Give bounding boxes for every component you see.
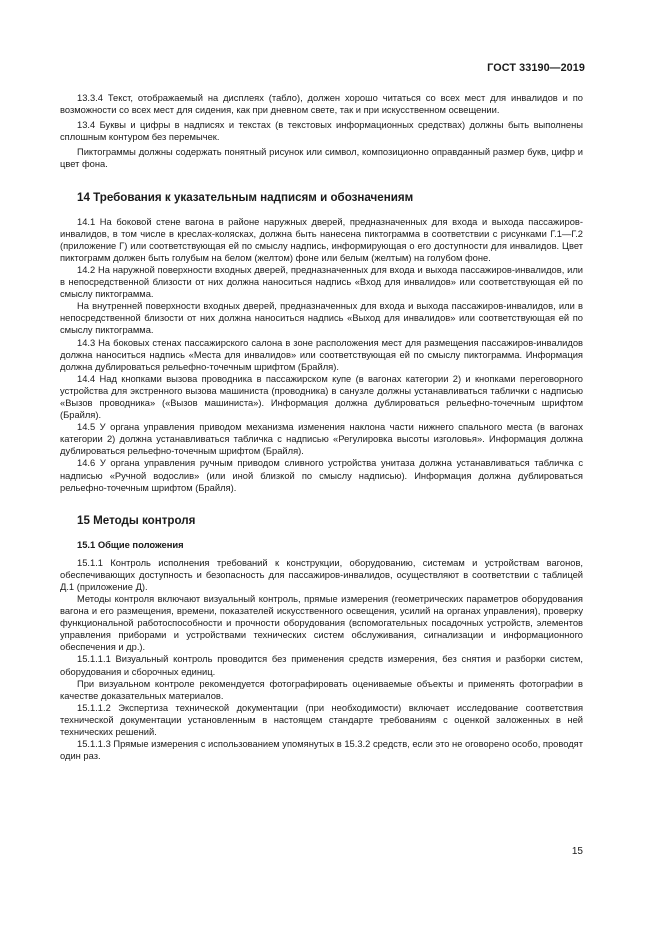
paragraph-14-6: 14.6 У органа управления ручным приводом сливного устройства унитаза должна устанавливаться табличка с надписью «Ручной водослив» (или иной близкой по смыслу надписью). Информация должна дублироваться рельефно-точечным шрифтом (Брайля). (60, 458, 583, 493)
subsection-15-1-heading: 15.1 Общие положения (77, 538, 184, 550)
document-code-header: ГОСТ 33190—2019 (487, 62, 585, 74)
paragraph-15-1-1-3: 15.1.1.3 Прямые измерения с использованием упомянутых в 15.3.2 средств, если это не оговорено особо, проводят один раз. (60, 739, 583, 762)
paragraph-14-2: 14.2 На наружной поверхности входных дверей, предназначенных для входа и выхода пассажиров-инвалидов, или в непосредственной близости от них должна наноситься надпись «Вход для инвалидов» или соответствующая ей по смыслу пиктограмма. (60, 264, 583, 300)
paragraph-15-1-1-1: 15.1.1.1 Визуальный контроль проводится без применения средств измерения, без снятия и разборки систем, оборудования и сборочных единиц. (60, 654, 583, 677)
paragraph-14-2-inner: На внутренней поверхности входных дверей, предназначенных для входа и выхода пассажиров-инвалидов, или в непосредственной близости от них должна наноситься надпись «Выход для инвалидов» или соответствующая ей по смыслу пиктограмма. (60, 301, 583, 336)
paragraph-14-4: 14.4 Над кнопками вызова проводника в пассажирском купе (в вагонах категории 2) и кнопками переговорного устройства для экстренного вызова машиниста (проводника) в санузле должны устанавливаться таблички с надписью «Вызов проводника» («Вызов машиниста»). Информация должна дублироваться рельефно-точечным шрифтом (Брайля). (60, 373, 583, 421)
paragraph-15-1-1: 15.1.1 Контроль исполнения требований к конструкции, оборудованию, системам и устройствам вагонов, обеспечивающих доступность и безопасность для пассажиров-инвалидов, осуществляют в соответствии с таблицей Д.1 (приложение Д). (60, 557, 583, 592)
document-body (60, 92, 583, 762)
paragraph-15-1-1-2: 15.1.1.2 Экспертиза технической документации (при необходимости) включает исследование соответствия технической документации установленным в настоящем стандарте требованиям с оценкой заложенных в ней технических решений. (60, 702, 583, 738)
paragraph-control-methods: Методы контроля включают визуальный контроль, прямые измерения (геометрических параметров оборудования вагона и его размещения, времени, показателей искусственного освещения, усилий на органах управления), проверку функциональной работоспособности и прочности оборудования (вспомогательных посадочных устройств, элементов управления приборами и устройствами технических систем обслуживания, сигнализации и информационного обеспечения и др.). (60, 594, 583, 653)
paragraph-pictograms: Пиктограммы должны содержать понятный рисунок или символ, композиционно оправданный размер букв, цифр и цвет фона. (60, 147, 583, 170)
paragraph-14-3: 14.3 На боковых стенах пассажирского салона в зоне расположения мест для размещения пассажиров-инвалидов должна наноситься надпись «Места для инвалидов» или соответствующая ей по смыслу пиктограмма. Информация должна дублироваться рельефно-точечным шрифтом (Брайля). (60, 337, 583, 372)
paragraph-13-3-4: 13.3.4 Текст, отображаемый на дисплеях (табло), должен хорошо читаться со всех мест для инвалидов и по возможности со всех мест для сидения, как при дневном свете, так и при искусственном освещении. (60, 93, 583, 116)
paragraph-14-5: 14.5 У органа управления приводом механизма изменения наклона части нижнего спального места (в вагонах категории 2) должна устанавливаться табличка с надписью «Регулировка высоты изголовья». Информация должна дублироваться рельефно-точечным шрифтом (Брайля). (60, 422, 583, 457)
paragraph-13-4: 13.4 Буквы и цифры в надписях и текстах (в текстовых информационных средствах) должны быть выполнены сплошным контуром без перемычек. (60, 120, 583, 143)
page-number: 15 (571, 846, 583, 857)
section-15-heading: 15 Методы контроля (77, 513, 196, 527)
section-14-heading: 14 Требования к указательным надписям и обозначениям (77, 190, 414, 204)
paragraph-14-1: 14.1 На боковой стене вагона в районе наружных дверей, предназначенных для входа и выхода пассажиров-инвалидов, в том числе в креслах-колясках, должна быть нанесена пиктограмма в соответствии с рисунками Г.1—Г.2 (приложение Г) или соответствующая ей по смыслу надпись, информирующая о его доступности для инвалидов. Цвет пиктограмм должен быть голубым на белом (желтом) фоне или белым (желтым) на голубом фоне. (60, 216, 583, 263)
paragraph-photography: При визуальном контроле рекомендуется фотографировать оцениваемые объекты и применять фотографии в качестве доказательных материалов. (60, 678, 583, 701)
